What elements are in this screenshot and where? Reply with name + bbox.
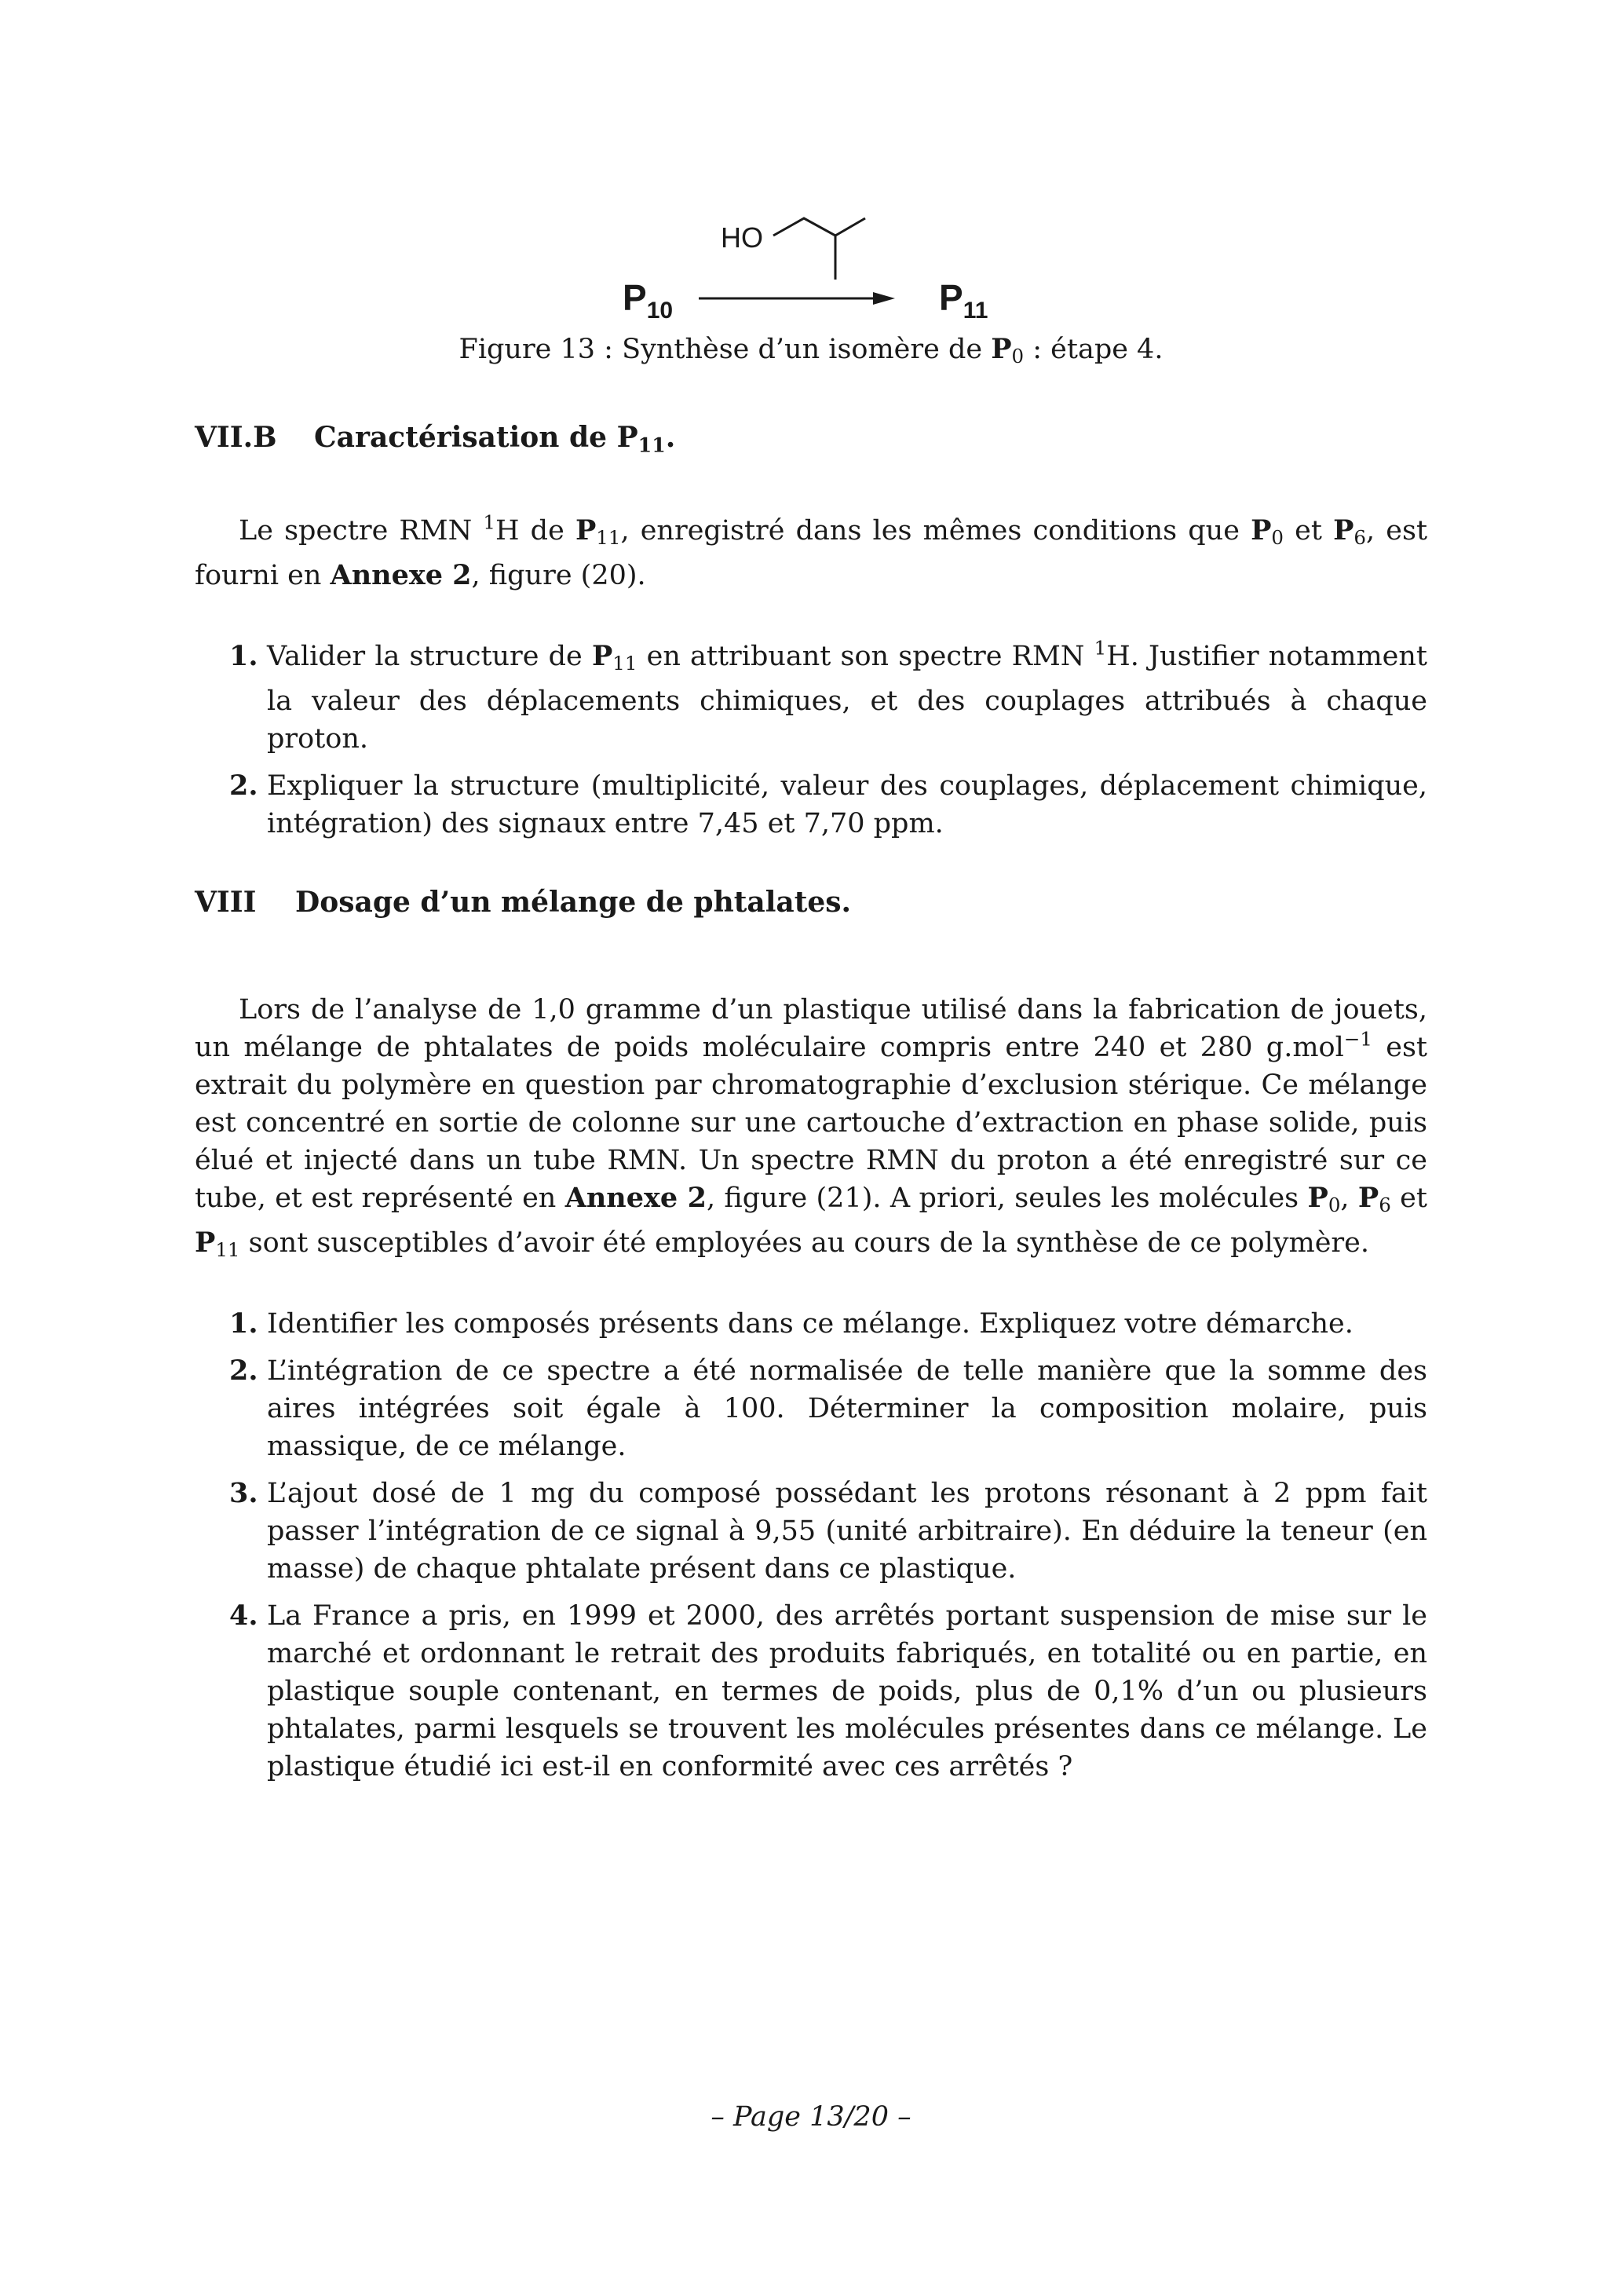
intro-paragraph: Le spectre RMN $^1$H de $P_{11}$, enregistré dans les mêmes conditions que $P_0$ et $P_6$, est fourni en Annexe 2, figure (20).: [195, 510, 1428, 592]
question-item: 1. Valider la structure de $P_{11}$ en attribuant son spectre RMN $^1$H. Justifier notamment la valeur des déplacements chimiques, et des couplages attribués à chaque proton.: [229, 636, 1427, 755]
intro-paragraph: Lors de l’analyse de 1,0 gramme d’un plastique utilisé dans la fabrication de jouets, un mélange de phtalates de poids moléculaire compris entre 240 et 280 g.mol$^{-1}$ est extrait du polymère en question par chromatographie d’exclusion stérique. Ce mélange est concentré en sortie de colonne sur une cartouche d’extraction en phase solide, puis élué et injecté dans un tube RMN. Un spectre RMN du proton a été enregistré sur ce tube, et est représenté en Annexe 2, figure (21). A priori, seules les molécules $P_0$, $P_6$ et $P_{11}$ sont susceptibles d’avoir été employées au cours de la synthèse de ce polymère.: [195, 994, 1427, 1262]
question-item: 4. La France a pris, en 1999 et 2000, des arrêtés portant suspension de mise sur le marché et ordonnant le retrait des produits fabriqués, en totalité ou en partie, en plastique souple contenant, en termes de poids, plus de 0,1% d’un ou plusieurs phtalates, parmi lesquels se trouvent les molécules présentes dans ce mélange. Le plastique étudié ici est-il en conformité avec ces arrêtés ?: [229, 1600, 1427, 1782]
section-viib-intro: [195, 512, 1427, 594]
question-item: 2. Expliquer la structure (multiplicité, valeur des couplages, déplacement chimique, intégration) des signaux entre 7,45 et 7,70 ppm.: [229, 770, 1427, 840]
section-viii-intro: [195, 991, 1427, 1269]
section-heading-viii: VIII Dosage d’un mélange de phtalates.: [195, 886, 852, 919]
page-number-footer: – Page 13/20 –: [711, 2101, 911, 2133]
product-label: $P_{11}$: [939, 277, 988, 324]
section-viib-questions: [195, 638, 1427, 852]
section-heading-viib: VII.B Caractérisation de $P_{11}$.: [195, 421, 676, 457]
reaction-arrow-graphic: [0, 0, 1622, 345]
figure-caption: Figure 13 : Synthèse d’un isomère de $P_0$ : étape 4.: [458, 333, 1164, 368]
question-item: 1. Identifier les composés présents dans ce mélange. Expliquez votre démarche.: [229, 1307, 1353, 1340]
question-item: 2. L’intégration de ce spectre a été normalisée de telle manière que la somme des aires intégrées soit égale à 100. Déterminer la composition molaire, puis massique, de ce mélange.: [229, 1355, 1427, 1462]
reactant-label: $P_{10}$: [623, 277, 674, 324]
reaction-scheme: [0, 0, 1622, 345]
section-viii-questions: [195, 1305, 1427, 1795]
question-item: 3. L’ajout dosé de 1 mg du composé possédant les protons résonant à 2 ppm fait passer l’intégration de ce signal à 9,55 (unité arbitraire). En déduire la teneur (en masse) de chaque phtalate présent dans ce plastique.: [229, 1477, 1427, 1585]
reagent-ho-label: HO: [721, 221, 763, 254]
reaction-arrow-head: [873, 292, 895, 305]
isobutanol-skeleton: [773, 218, 865, 236]
